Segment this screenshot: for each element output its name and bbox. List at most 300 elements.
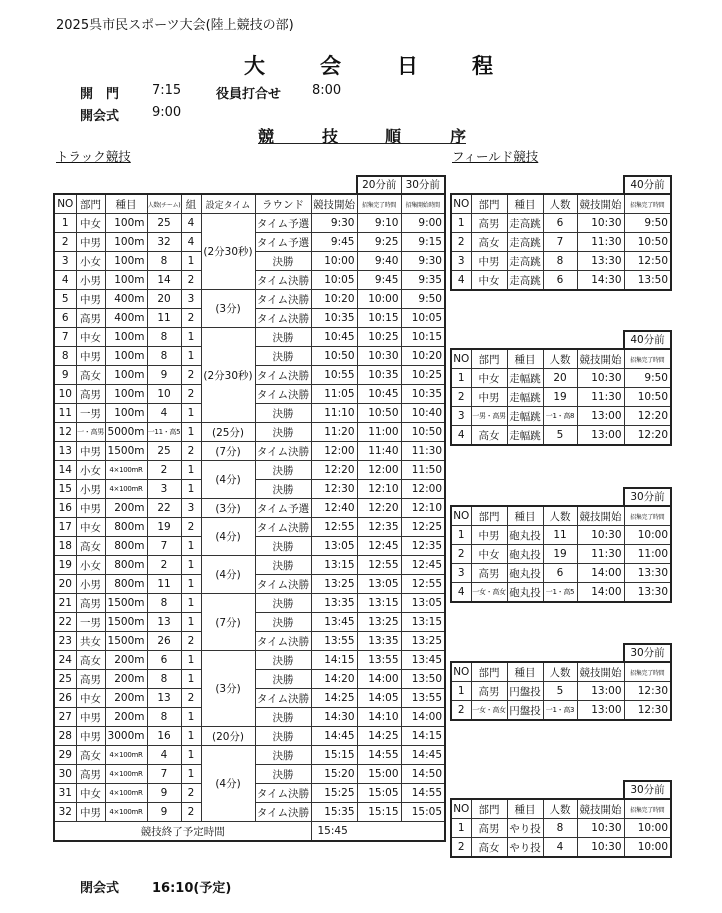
column-header: NO: [451, 662, 471, 682]
division: 中女: [471, 545, 507, 564]
row-no: 3: [451, 407, 471, 426]
event: 走高跳: [507, 271, 543, 291]
event: 200m: [105, 689, 147, 708]
table-row: [451, 388, 671, 407]
round: タイム決勝: [255, 309, 311, 328]
event: 砲丸投: [507, 583, 543, 603]
division: 高男: [471, 819, 507, 838]
division: 中男: [76, 347, 105, 366]
round: タイム決勝: [255, 803, 311, 822]
entrants: 16: [147, 727, 181, 746]
call-start-time: 14:45: [401, 746, 445, 765]
gate-time: 7:15: [152, 83, 182, 98]
round: 決勝: [255, 670, 311, 689]
table-header-row: [54, 194, 445, 214]
call-end-time: 13:30: [624, 583, 671, 603]
entrants: 13: [147, 689, 181, 708]
division: 小男: [76, 271, 105, 290]
call-end-time: 12:20: [624, 426, 671, 446]
heats: 2: [181, 803, 201, 822]
table-row: [451, 407, 671, 426]
event: やり投: [507, 838, 543, 858]
entrants: 一11・高5: [147, 423, 181, 442]
row-no: 4: [451, 426, 471, 446]
column-header: 招集完了時間: [624, 194, 671, 214]
row-no: 8: [54, 347, 76, 366]
row-no: 27: [54, 708, 76, 727]
row-no: 1: [451, 819, 471, 838]
event: やり投: [507, 819, 543, 838]
column-header: NO: [451, 799, 471, 819]
heats: 1: [181, 670, 201, 689]
track-section-label: トラック競技: [56, 149, 131, 164]
heats: 1: [181, 613, 201, 632]
entrants: 8: [147, 670, 181, 689]
call-start-time: 14:00: [401, 708, 445, 727]
start-time: 10:30: [577, 838, 624, 858]
call-start-time: 12:35: [401, 537, 445, 556]
row-no: 3: [451, 252, 471, 271]
event: 円盤投: [507, 682, 543, 701]
row-no: 1: [451, 369, 471, 388]
entrants: 8: [543, 819, 577, 838]
call-end-time: 14:05: [357, 689, 401, 708]
table-row: [451, 271, 671, 291]
column-header: 種目: [507, 194, 543, 214]
event: 走幅跳: [507, 369, 543, 388]
start-time: 14:30: [311, 708, 357, 727]
table-row: [451, 526, 671, 545]
call-end-time: 15:00: [357, 765, 401, 784]
column-header: 競技開始: [577, 349, 624, 369]
call-end-time: 12:00: [357, 461, 401, 480]
division: 中女: [76, 214, 105, 233]
call-start-time: 9:30: [401, 252, 445, 271]
end-time-row: [54, 822, 445, 842]
entrants: 13: [147, 613, 181, 632]
start-time: 14:00: [577, 564, 624, 583]
start-time: 10:30: [577, 526, 624, 545]
event: 200m: [105, 651, 147, 670]
start-time: 14:00: [577, 583, 624, 603]
round: タイム予選: [255, 214, 311, 233]
event: 5000m: [105, 423, 147, 442]
entrants: 5: [543, 682, 577, 701]
heats: 2: [181, 385, 201, 404]
call-start-time: 12:00: [401, 480, 445, 499]
column-header: 種目: [105, 194, 147, 214]
table-row: [54, 328, 445, 347]
event: 走幅跳: [507, 388, 543, 407]
meeting-label: 役員打合せ: [216, 87, 282, 102]
event: 走高跳: [507, 252, 543, 271]
event: 400m: [105, 309, 147, 328]
row-no: 32: [54, 803, 76, 822]
round: タイム決勝: [255, 518, 311, 537]
row-no: 14: [54, 461, 76, 480]
column-header: 部門: [76, 194, 105, 214]
set-time: (25分): [201, 423, 255, 442]
offset-header-box: [623, 487, 672, 506]
title-char: 程: [472, 54, 493, 78]
call-end-time: 10:35: [357, 366, 401, 385]
heats: 2: [181, 366, 201, 385]
division: 中男: [76, 442, 105, 461]
round: タイム予選: [255, 233, 311, 252]
start-time: 9:45: [311, 233, 357, 252]
call-start-time: 11:50: [401, 461, 445, 480]
offset-header-box: [623, 330, 672, 349]
call-end-time: 13:15: [357, 594, 401, 613]
heats: 2: [181, 632, 201, 651]
call-start-time: 15:05: [401, 803, 445, 822]
event: 走高跳: [507, 233, 543, 252]
table-row: [451, 682, 671, 701]
table-row: [54, 442, 445, 461]
row-no: 12: [54, 423, 76, 442]
call-start-time: 12:25: [401, 518, 445, 537]
call-end-time: 10:50: [624, 388, 671, 407]
call-end-time: 9:10: [357, 214, 401, 233]
heats: 1: [181, 347, 201, 366]
gate-label: 開 門: [80, 87, 120, 102]
round: タイム決勝: [255, 784, 311, 803]
table-row: [451, 564, 671, 583]
row-no: 30: [54, 765, 76, 784]
start-time: 13:00: [577, 682, 624, 701]
call-start-time: 9:50: [401, 290, 445, 309]
division: 高女: [471, 233, 507, 252]
call-end-time: 9:45: [357, 271, 401, 290]
event: 200m: [105, 708, 147, 727]
round: 決勝: [255, 765, 311, 784]
entrants: 32: [147, 233, 181, 252]
heats: 1: [181, 575, 201, 594]
division: 中男: [76, 290, 105, 309]
event: 800m: [105, 518, 147, 537]
entrants: 8: [543, 252, 577, 271]
row-no: 1: [451, 526, 471, 545]
call-end-time: 14:55: [357, 746, 401, 765]
start-time: 10:30: [577, 369, 624, 388]
start-time: 12:55: [311, 518, 357, 537]
column-header: 部門: [471, 799, 507, 819]
column-header: 種目: [507, 349, 543, 369]
entrants: 8: [147, 252, 181, 271]
track-table: [53, 193, 446, 842]
field-table: [450, 798, 672, 858]
table-row: [54, 727, 445, 746]
row-no: 2: [54, 233, 76, 252]
division: 中男: [471, 388, 507, 407]
division: 中女: [471, 369, 507, 388]
column-header: 人数: [543, 194, 577, 214]
entrants: 19: [147, 518, 181, 537]
entrants: 8: [147, 594, 181, 613]
call-end-time: 12:35: [357, 518, 401, 537]
event: 円盤投: [507, 701, 543, 721]
order-char: 順: [385, 127, 402, 146]
heats: 4: [181, 233, 201, 252]
division: 中男: [471, 526, 507, 545]
division: 中女: [471, 271, 507, 291]
call-end-time: 15:05: [357, 784, 401, 803]
start-time: 14:20: [311, 670, 357, 689]
start-time: 14:15: [311, 651, 357, 670]
table-row: [54, 214, 445, 233]
division: 中女: [76, 328, 105, 347]
row-no: 2: [451, 233, 471, 252]
set-time: (4分): [201, 556, 255, 594]
set-time: (4分): [201, 746, 255, 822]
round: 決勝: [255, 708, 311, 727]
table-header-row: [451, 506, 671, 526]
start-time: 15:35: [311, 803, 357, 822]
entrants: 19: [543, 545, 577, 564]
field-section-label: フィールド競技: [452, 149, 539, 164]
table-header-row: [451, 349, 671, 369]
start-time: 13:45: [311, 613, 357, 632]
event: 800m: [105, 556, 147, 575]
heats: 1: [181, 594, 201, 613]
row-no: 24: [54, 651, 76, 670]
heats: 1: [181, 765, 201, 784]
start-time: 15:15: [311, 746, 357, 765]
call-end-time: 13:30: [624, 564, 671, 583]
event: 走高跳: [507, 214, 543, 233]
row-no: 9: [54, 366, 76, 385]
round: 決勝: [255, 404, 311, 423]
call-end-time: 14:10: [357, 708, 401, 727]
event: 1500m: [105, 594, 147, 613]
table-row: [54, 423, 445, 442]
start-time: 10:50: [311, 347, 357, 366]
call-start-time: 12:55: [401, 575, 445, 594]
round: 決勝: [255, 556, 311, 575]
table-row: [451, 545, 671, 564]
call-end-time: 11:00: [357, 423, 401, 442]
closing-time: 16:10(予定): [152, 881, 232, 896]
event: 4×100mR: [105, 803, 147, 822]
call-end-time: 10:00: [624, 819, 671, 838]
field-table: [450, 193, 672, 291]
row-no: 22: [54, 613, 76, 632]
entrants: 一1・高8: [543, 407, 577, 426]
row-no: 11: [54, 404, 76, 423]
event: 1500m: [105, 632, 147, 651]
row-no: 20: [54, 575, 76, 594]
division: 中男: [76, 499, 105, 518]
entrants: 14: [147, 271, 181, 290]
call-start-time: 13:25: [401, 632, 445, 651]
round: タイム予選: [255, 499, 311, 518]
offset-header-box: [623, 175, 672, 194]
row-no: 4: [451, 271, 471, 291]
round: タイム決勝: [255, 575, 311, 594]
division: 一女・高女: [471, 583, 507, 603]
round: 決勝: [255, 480, 311, 499]
call-end-time: 12:20: [624, 407, 671, 426]
table-header-row: [451, 662, 671, 682]
call-end-time: 10:00: [624, 838, 671, 858]
title-char: 大: [244, 54, 265, 78]
event: 200m: [105, 670, 147, 689]
heats: 1: [181, 651, 201, 670]
set-time: (3分): [201, 290, 255, 328]
call-end-time: 13:55: [357, 651, 401, 670]
round: 決勝: [255, 347, 311, 366]
start-time: 11:05: [311, 385, 357, 404]
round: タイム決勝: [255, 271, 311, 290]
event: 砲丸投: [507, 526, 543, 545]
entrants: 4: [147, 746, 181, 765]
start-time: 15:25: [311, 784, 357, 803]
call-end-time: 13:50: [624, 271, 671, 291]
offset-label: 40分前: [630, 334, 665, 346]
call-end-time: 12:10: [357, 480, 401, 499]
column-header: NO: [451, 349, 471, 369]
entrants: 5: [543, 426, 577, 446]
event: 200m: [105, 499, 147, 518]
division: 小女: [76, 556, 105, 575]
start-time: 14:45: [311, 727, 357, 746]
column-header: 設定タイム: [201, 194, 255, 214]
call-end-time: 12:30: [624, 682, 671, 701]
set-time: (4分): [201, 461, 255, 499]
call-end-time: 10:50: [624, 233, 671, 252]
title-char: 日: [397, 54, 418, 78]
heats: 4: [181, 214, 201, 233]
call-start-time: 13:15: [401, 613, 445, 632]
call-end-time: 9:50: [624, 369, 671, 388]
event: 1500m: [105, 442, 147, 461]
event: 400m: [105, 290, 147, 309]
call-end-time: 11:40: [357, 442, 401, 461]
offset-header-box: [623, 780, 672, 799]
entrants: 25: [147, 214, 181, 233]
offset-label: 30分前: [630, 647, 665, 659]
row-no: 15: [54, 480, 76, 499]
set-time: (7分): [201, 442, 255, 461]
entrants: 26: [147, 632, 181, 651]
event: 4×100mR: [105, 746, 147, 765]
entrants: 10: [147, 385, 181, 404]
call-start-time: 10:20: [401, 347, 445, 366]
offset-header-box: [623, 643, 672, 662]
event: 100m: [105, 233, 147, 252]
order-underline: [258, 143, 466, 144]
division: 高男: [76, 385, 105, 404]
row-no: 16: [54, 499, 76, 518]
set-time: (2分30秒): [201, 214, 255, 290]
division: 高女: [76, 651, 105, 670]
event: 800m: [105, 537, 147, 556]
entrants: 7: [147, 765, 181, 784]
call-end-time: 10:25: [357, 328, 401, 347]
call-start-time: 9:35: [401, 271, 445, 290]
row-no: 5: [54, 290, 76, 309]
column-header: 種目: [507, 799, 543, 819]
column-header: 部門: [471, 194, 507, 214]
heats: 2: [181, 271, 201, 290]
offset-label: 30分前: [630, 491, 665, 503]
row-no: 19: [54, 556, 76, 575]
heats: 2: [181, 784, 201, 803]
entrants: 9: [147, 784, 181, 803]
entrants: 4: [543, 838, 577, 858]
round: タイム決勝: [255, 366, 311, 385]
division: 高男: [471, 214, 507, 233]
call-end-time: 13:35: [357, 632, 401, 651]
table-row: [54, 461, 445, 480]
division: 小女: [76, 461, 105, 480]
call-end-time: 10:30: [357, 347, 401, 366]
heats: 1: [181, 480, 201, 499]
start-time: 12:20: [311, 461, 357, 480]
division: 高男: [76, 670, 105, 689]
event: 砲丸投: [507, 545, 543, 564]
row-no: 10: [54, 385, 76, 404]
division: 一男: [76, 613, 105, 632]
column-header: 招集完了時間: [624, 662, 671, 682]
column-header: NO: [54, 194, 76, 214]
call-end-time: 10:00: [624, 526, 671, 545]
heats: 1: [181, 404, 201, 423]
division: 高女: [76, 537, 105, 556]
start-time: 13:30: [577, 252, 624, 271]
end-time-label: 競技終了予定時間: [54, 822, 311, 842]
table-row: [451, 214, 671, 233]
division: 高女: [471, 426, 507, 446]
entrants: 2: [147, 461, 181, 480]
set-time: (20分): [201, 727, 255, 746]
table-row: [451, 233, 671, 252]
round: タイム決勝: [255, 632, 311, 651]
call-end-time: 10:45: [357, 385, 401, 404]
entrants: 20: [543, 369, 577, 388]
order-char: 序: [450, 127, 467, 146]
column-header: 招集完了時間: [357, 194, 401, 214]
round: 決勝: [255, 537, 311, 556]
start-time: 12:30: [311, 480, 357, 499]
event: 100m: [105, 328, 147, 347]
entrants: 6: [543, 214, 577, 233]
row-no: 13: [54, 442, 76, 461]
opening-time: 9:00: [152, 105, 182, 120]
start-time: 11:10: [311, 404, 357, 423]
call-start-time: 10:15: [401, 328, 445, 347]
event: 100m: [105, 271, 147, 290]
set-time: (3分): [201, 651, 255, 727]
start-time: 15:20: [311, 765, 357, 784]
offset-label: 20分前: [362, 179, 397, 191]
column-header: ラウンド: [255, 194, 311, 214]
start-time: 10:30: [577, 214, 624, 233]
row-no: 2: [451, 388, 471, 407]
round: 決勝: [255, 727, 311, 746]
round: 決勝: [255, 746, 311, 765]
call-end-time: 10:15: [357, 309, 401, 328]
start-time: 10:35: [311, 309, 357, 328]
call-start-time: 10:35: [401, 385, 445, 404]
division: 中男: [76, 727, 105, 746]
order-char: 技: [322, 127, 339, 146]
start-time: 9:30: [311, 214, 357, 233]
entrants: 8: [147, 328, 181, 347]
call-end-time: 13:25: [357, 613, 401, 632]
column-header: NO: [451, 506, 471, 526]
heats: 1: [181, 328, 201, 347]
